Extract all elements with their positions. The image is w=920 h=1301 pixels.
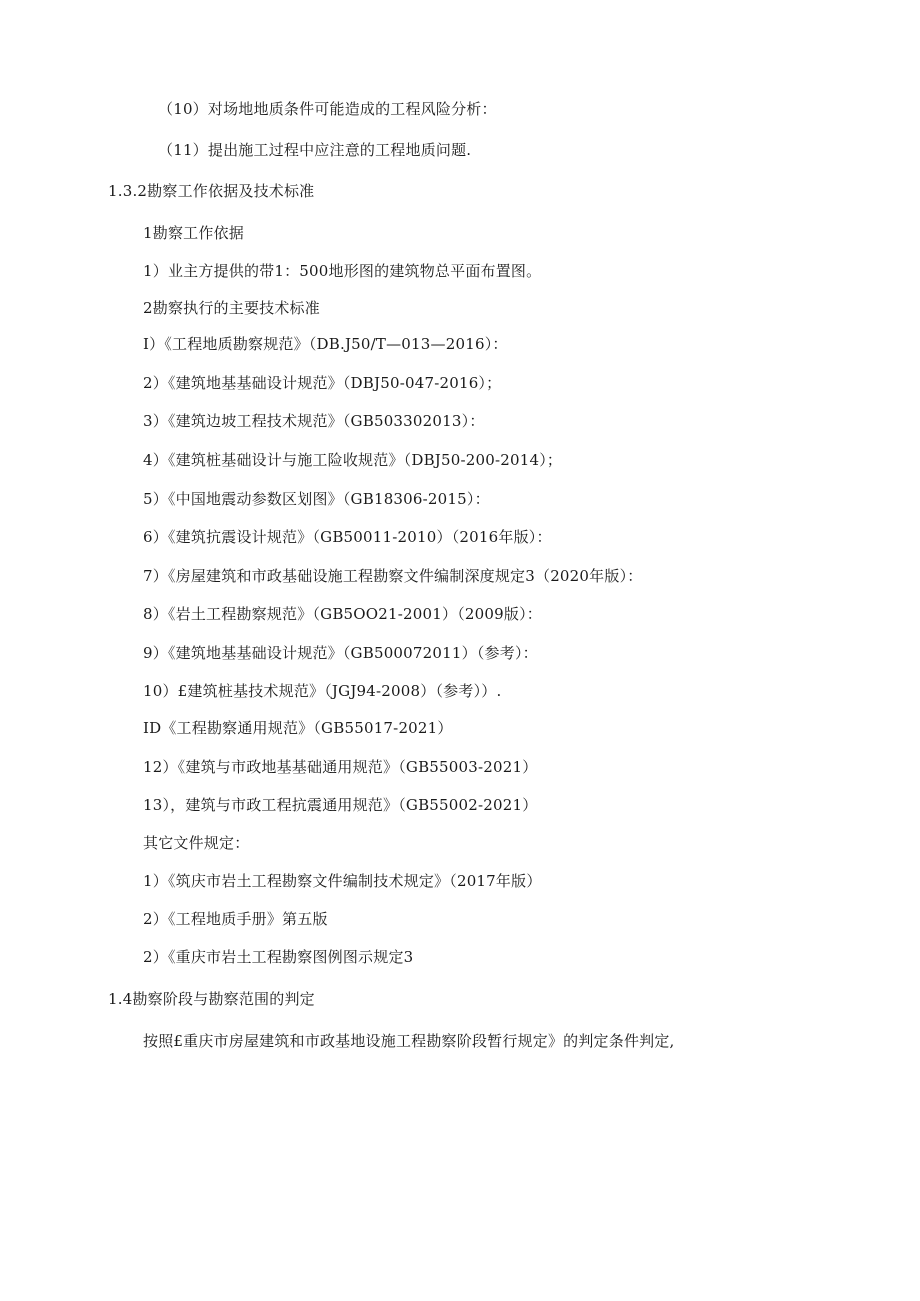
standard-item-4: 4）《建筑桩基础设计与施工险收规范》（DBJ50-200-2014）；: [143, 451, 563, 469]
other-doc-item-3: 2）《重庆市岩土工程勘察图例图示规定3: [143, 948, 414, 966]
standard-item-6: 6）《建筑抗震设计规范》（GB50011-2010）（2016年版）：: [143, 528, 552, 546]
standard-item-11: ID《工程勘察通用规范》（GB55017-2021）: [143, 719, 453, 737]
subheading-standards: 2勘察执行的主要技术标准: [143, 299, 320, 317]
item-11-geology-issues: （11）提出施工过程中应注意的工程地质问题.: [158, 141, 472, 159]
standard-item-12: 12）《建筑与市政地基基础通用规范》（GB55003-2021）: [143, 758, 538, 776]
subheading-basis: 1勘察工作依据: [143, 224, 244, 242]
other-doc-item-1: 1）《筑庆市岩土工程勘察文件编制技术规定》（2017年版）: [143, 872, 542, 890]
standard-item-1: I）《工程地质勘察规范》（DB.J50/T—013—2016）：: [143, 335, 508, 353]
standard-item-3: 3）《建筑边坡工程技术规范》（GB503302013）：: [143, 412, 485, 430]
subheading-other-docs: 其它文件规定：: [143, 834, 250, 852]
standard-item-10: 10）£建筑桩基技术规范》（JGJ94-2008）（参考））.: [143, 682, 502, 700]
standard-item-2: 2）《建筑地基基础设计规范》（DBJ50-047-2016）；: [143, 374, 502, 392]
body-paragraph-judgement: 按照£重庆市房屋建筑和市政基地设施工程勘察阶段暂行规定》的判定条件判定,: [143, 1032, 675, 1050]
item-10-risk-analysis: （10）对场地地质条件可能造成的工程风险分析：: [158, 100, 497, 118]
section-heading-1-3-2: 1.3.2勘察工作依据及技术标准: [108, 182, 315, 200]
section-heading-1-4: 1.4勘察阶段与勘察范围的判定: [108, 990, 315, 1008]
standard-item-9: 9）《建筑地基基础设计规范》（GB500072011）（参考）：: [143, 644, 538, 662]
standard-item-5: 5）《中国地震动参数区划图》（GB18306-2015）：: [143, 490, 490, 508]
standard-item-8: 8）《岩土工程勘察规范》（GB5OO21-2001）（2009版）：: [143, 605, 542, 623]
basis-item-1: 1）业主方提供的带1：500地形图的建筑物总平面布置图。: [143, 262, 542, 280]
other-doc-item-2: 2）《工程地质手册》第五版: [143, 910, 328, 928]
standard-item-13: 13），建筑与市政工程抗震通用规范》（GB55002-2021）: [143, 796, 538, 814]
standard-item-7: 7）《房屋建筑和市政基础设施工程勘察文件编制深度规定3（2020年版）：: [143, 567, 643, 585]
